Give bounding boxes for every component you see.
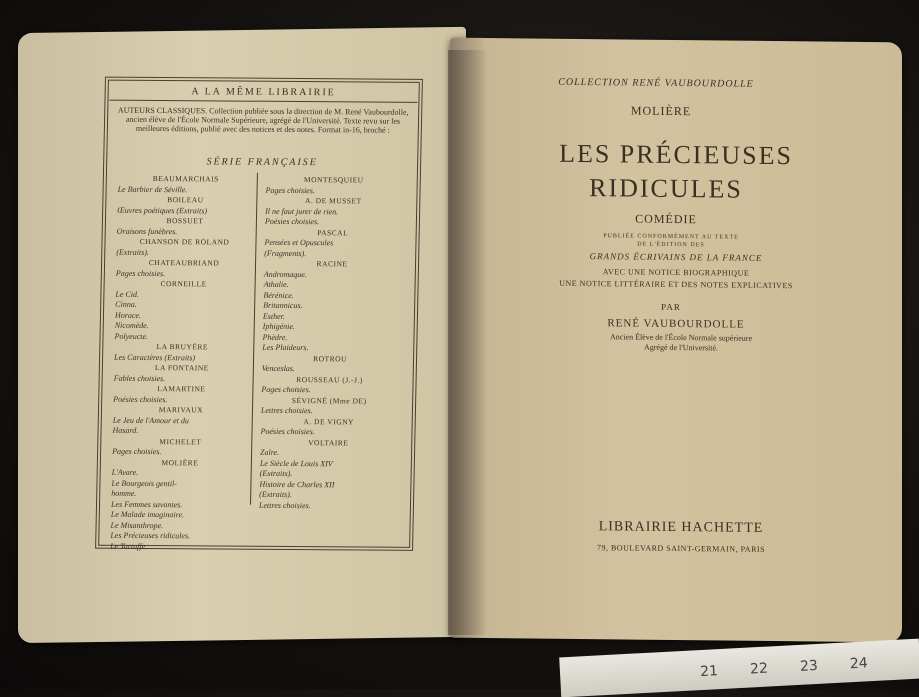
catalog-title: Pages choisies.: [115, 268, 166, 278]
line-5: UNE NOTICE LITTÉRAIRE ET DES NOTES EXPLICATIVES: [559, 278, 793, 291]
catalog-title: Lettres choisies.: [260, 405, 313, 416]
catalog-title: Poésies choisies.: [113, 394, 168, 404]
serie-heading: SÉRIE FRANÇAISE: [206, 156, 318, 169]
catalog-title: Œuvres poétiques (Extraits): [117, 205, 208, 215]
catalog-title: L'Avare.: [111, 467, 139, 477]
catalog-author: LAMARTINE: [157, 384, 206, 394]
catalog-title: Oraisons funèbres.: [116, 226, 178, 236]
catalog-title: Les Plaideurs.: [262, 342, 309, 353]
catalog-title: Les Caractères (Extraits): [114, 352, 196, 362]
genre: COMÉDIE: [635, 211, 697, 227]
catalog-title: (Extraits).: [259, 489, 292, 500]
catalog-title: homme.: [111, 488, 137, 498]
catalog-author: MICHELET: [159, 436, 202, 446]
catalog-title: Le Siècle de Louis XIV: [259, 458, 333, 468]
catalog-header: A LA MÊME LIBRAIRIE: [191, 86, 336, 99]
ruler: [559, 639, 919, 697]
catalog-title: Esther.: [262, 311, 286, 321]
catalog-author: SÉVIGNÉ (Mme DE): [291, 395, 367, 406]
catalog-author: RACINE: [316, 259, 348, 269]
catalog-title: Poésies choisies.: [260, 426, 315, 437]
author-name: MOLIÈRE: [630, 103, 692, 119]
catalog-title: Nicomède.: [114, 320, 149, 330]
catalog-author: A. DE VIGNY: [303, 416, 355, 426]
publisher: LIBRAIRIE HACHETTE: [598, 519, 764, 536]
catalog-title: Il ne faut jurer de rien.: [265, 206, 339, 216]
catalog-author: MARIVAUX: [158, 405, 204, 415]
catalog-title: Les Femmes savantes.: [110, 499, 183, 509]
catalog-title: Athalie.: [263, 279, 289, 289]
catalog-title: Iphigénie.: [262, 321, 296, 332]
catalog-title: Le Barbier de Séville.: [117, 184, 188, 194]
catalog-title: Le Jeu de l'Amour et du: [112, 415, 190, 425]
catalog-title: Le Bourgeois gentil-: [111, 478, 178, 488]
editor-name: RENÉ VAUBOURDOLLE: [607, 317, 745, 331]
catalog-title: Hasard.: [112, 425, 139, 435]
book-gutter: [448, 50, 488, 635]
catalog-title: Le Misanthrope.: [110, 520, 164, 530]
ruler-mark: 22: [749, 660, 769, 678]
line-4: AVEC UNE NOTICE BIOGRAPHIQUE: [602, 267, 750, 278]
catalog-author: LA FONTAINE: [154, 363, 209, 373]
catalog-title: Lettres choisies.: [258, 500, 311, 510]
catalog-author: VOLTAIRE: [308, 437, 349, 447]
catalog-title: Phèdre.: [262, 332, 288, 342]
catalog-author: MOLIÈRE: [161, 457, 199, 467]
ruler-mark: 23: [799, 657, 819, 675]
catalog-title: Le Cid.: [115, 289, 140, 299]
catalog-author: PASCAL: [317, 227, 349, 237]
catalog-author: MONTESQUIEU: [303, 175, 364, 185]
catalog-intro: AUTEURS CLASSIQUES. Collection publiée sous la direction de M. René Vaubourdolle, ancien élève de l'École Normale Supérieure, agrégé de l'Université. Texte revu sur les meilleures éditions, publié avec des notices et des notes. Format in-16, broché :: [117, 105, 409, 135]
catalog-column-2: [257, 175, 404, 512]
catalog-title: Britannicus.: [263, 300, 303, 311]
catalog-title: (Fragments).: [264, 248, 307, 258]
catalog-title: Le Tartuffe.: [110, 541, 148, 551]
catalog-author: ROUSSEAU (J.-J.): [296, 374, 363, 385]
catalog-title: (Extraits).: [259, 468, 293, 479]
catalog-title: Venceslas.: [261, 363, 296, 374]
catalog-title: Pages choisies.: [112, 446, 162, 457]
line-3: GRANDS ÉCRIVAINS DE LA FRANCE: [589, 251, 763, 263]
editor-line-2: Agrégé de l'Université.: [643, 342, 719, 353]
catalog-column-1: [108, 174, 256, 553]
catalog-author: CORNEILLE: [160, 279, 207, 289]
catalog-title: Pages choisies.: [265, 185, 316, 195]
ruler-mark: 24: [849, 655, 869, 673]
catalog-frame: [95, 77, 423, 551]
line-2: DE L'ÉDITION DES: [637, 241, 705, 249]
left-page: [18, 27, 466, 643]
catalog-author: ROTROU: [313, 353, 348, 363]
catalog-title: Poésies choisies.: [264, 216, 320, 227]
catalog-title: (Extraits).: [116, 247, 150, 257]
right-page: [450, 38, 902, 643]
catalog-title: Histoire de Charles XII: [259, 479, 335, 489]
title-line-1: LES PRÉCIEUSES: [559, 138, 793, 171]
catalog-title: Fables choisies.: [113, 373, 166, 383]
catalog-author: LA BRUYÈRE: [156, 342, 209, 352]
catalog-title: Pages choisies.: [261, 384, 311, 395]
line-1: PUBLIÉE CONFORMÉMENT AU TEXTE: [603, 233, 739, 241]
catalog-title: Polyeucte.: [114, 331, 149, 341]
catalog-title: Le Malade imaginaire.: [110, 509, 185, 520]
collection-name: COLLECTION RENÉ VAUBOURDOLLE: [558, 76, 754, 90]
editor-line-1: Ancien Élève de l'École Normale supérieure: [609, 332, 753, 343]
catalog-author: CHATEAUBRIAND: [148, 257, 220, 268]
ruler-mark: 21: [699, 663, 719, 681]
catalog-author: CHANSON DE ROLAND: [139, 236, 230, 247]
par: PAR: [661, 301, 681, 313]
catalog-author: A. DE MUSSET: [304, 196, 362, 206]
catalog-title: Andromaque.: [263, 269, 307, 279]
catalog-title: Zaïre.: [260, 447, 280, 457]
divider: [109, 100, 417, 103]
catalog-title: Les Précieuses ridicules.: [110, 530, 191, 541]
catalog-author: BOSSUET: [166, 216, 204, 226]
catalog-author: BOILEAU: [167, 195, 204, 205]
catalog-title: Horace.: [114, 310, 142, 320]
catalog-title: Pensées et Opuscules: [264, 237, 334, 248]
publisher-address: 79, BOULEVARD SAINT-GERMAIN, PARIS: [596, 543, 766, 554]
catalog-title: Cinna.: [115, 299, 137, 309]
catalog-title: Bérénice.: [263, 290, 294, 300]
catalog-author: BEAUMARCHAIS: [152, 173, 219, 184]
title-line-2: RIDICULES: [589, 173, 743, 204]
